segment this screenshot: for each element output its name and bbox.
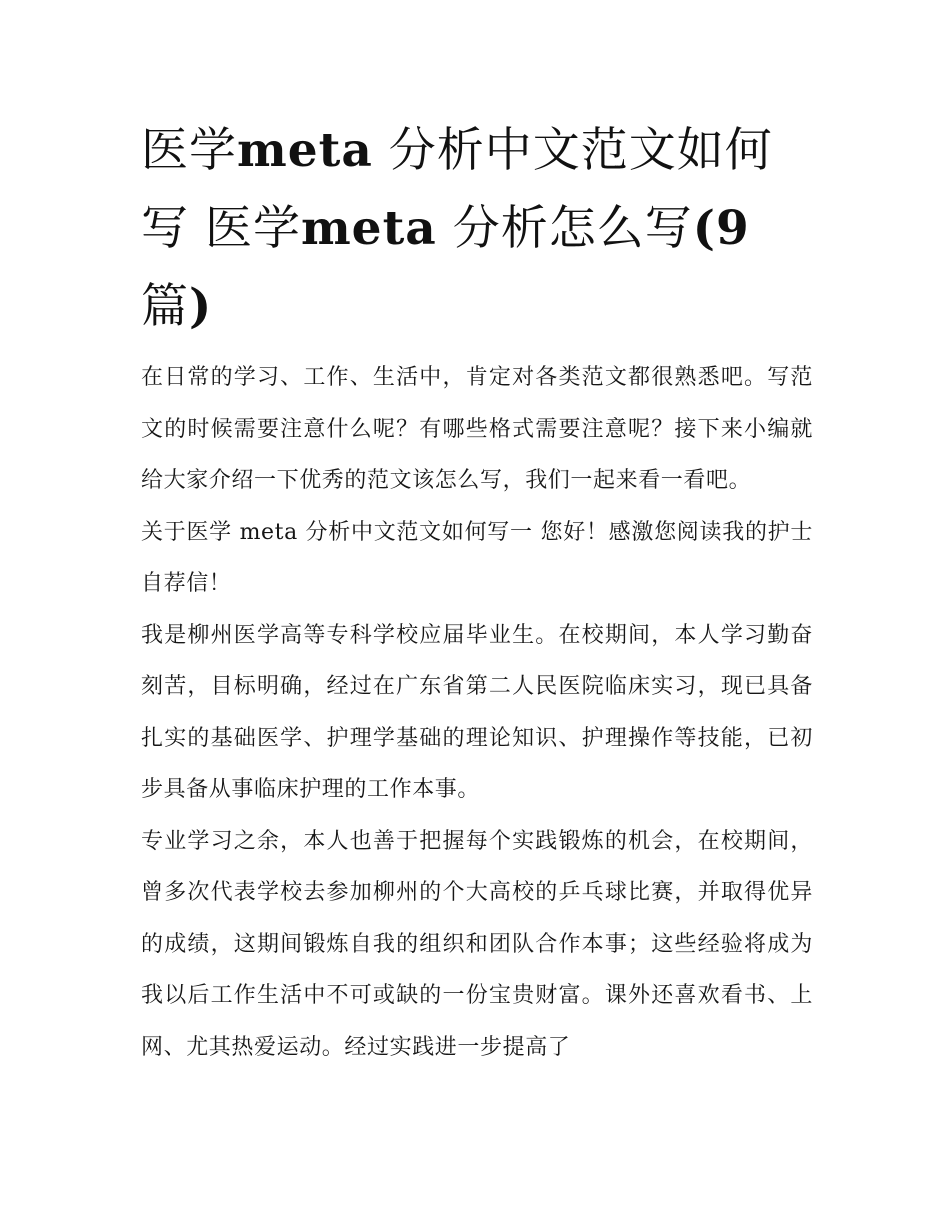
title-text-6: (9 (692, 201, 750, 256)
title-text-1: 医学 (141, 123, 237, 178)
greeting-paragraph: 关于医学 meta 分析中文范文如何写一 您好！感激您阅读我的护士自荐信！ (141, 519, 813, 596)
title-text-8: ) (189, 279, 213, 334)
title-text-5: 分析怎么写 (452, 201, 693, 256)
title-text-2: meta (237, 123, 373, 178)
activities-paragraph: 专业学习之余，本人也善于把握每个实践锻炼的机会，在校期间，曾多次代表学校去参加柳州的个大高校的乒乓球比赛，并取得优异的成绩，这期间锻炼自我的组织和团队合作本事；这些经验将成为我以后工作生活中不可或缺的一份宝贵财富。课外还喜欢看书、上网、尤其热爱运动。经过实践进一步提高了 (141, 828, 813, 1060)
title-text-4: meta (300, 201, 437, 256)
document-body (141, 112, 813, 1073)
document-title (141, 112, 813, 346)
education-paragraph: 我是柳州医学高等专科学校应届毕业生。在校期间，本人学习勤奋刻苦，目标明确，经过在广东省第二人民医院临床实习，现已具备扎实的基础医学、护理学基础的理论知识、护理操作等技能，已初步具备从事临床护理的工作本事。 (141, 622, 813, 802)
title-text-3: 分析中文范文如何写 医学 (141, 123, 773, 256)
intro-paragraph: 在日常的学习、工作、生活中，肯定对各类范文都很熟悉吧。写范文的时候需要注意什么呢？有哪些格式需要注意呢？接下来小编就给大家介绍一下优秀的范文该怎么写，我们一起来看一看吧。 (141, 365, 813, 493)
title-text-7: 篇 (141, 279, 189, 334)
